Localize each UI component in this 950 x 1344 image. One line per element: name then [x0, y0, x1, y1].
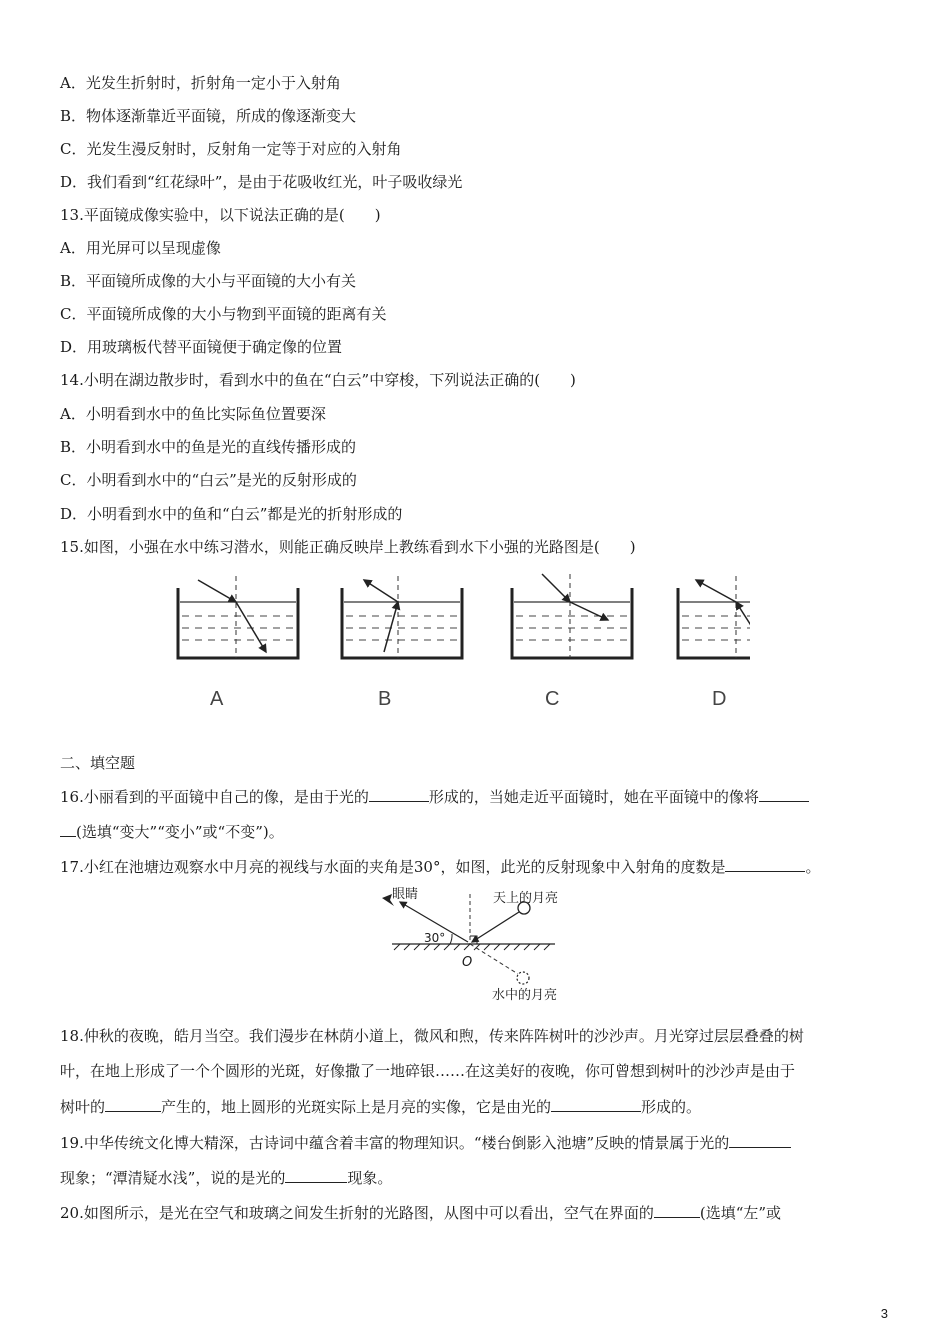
q15-stem: 15.如图，小强在水中练习潜水，则能正确反映岸上教练看到水下小强的光路图是( ): [60, 538, 636, 556]
q20-line: [60, 1202, 781, 1223]
q19-line1: [60, 1132, 791, 1153]
q13-option-c: C．平面镜所成像的大小与物到平面镜的距离有关: [60, 305, 387, 323]
q18-blank-1[interactable]: [105, 1097, 161, 1112]
figure-c: [512, 574, 632, 658]
q20-text-2: (选填“左”或: [699, 1204, 782, 1222]
figure-a: [178, 576, 298, 658]
q17-text-2: 。: [805, 858, 821, 876]
page-number: 3: [880, 1306, 888, 1321]
q19-text-3: 现象。: [347, 1169, 393, 1187]
q17-text-1: 17.小红在池塘边观察水中月亮的视线与水面的夹角是30°，如图，此光的反射现象中入射角的度数是: [60, 858, 726, 876]
figure-label-c: C: [545, 688, 560, 710]
q14-option-a: A．小明看到水中的鱼比实际鱼位置要深: [60, 405, 326, 423]
q13-option-b: B．平面镜所成像的大小与平面镜的大小有关: [60, 272, 357, 290]
q17-water-moon-label: 水中的月亮: [492, 988, 558, 1003]
q16-text-1: 16.小丽看到的平面镜中自己的像，是由于光的: [60, 788, 369, 806]
section-title: 二、填空题: [60, 754, 136, 772]
q17-moon-label: 天上的月亮: [493, 891, 559, 906]
figure-d: [678, 576, 750, 658]
q13-option-d: D．用玻璃板代替平面镜便于确定像的位置: [60, 338, 343, 356]
q17-point-o-label: O: [462, 955, 473, 970]
q13-stem: 13.平面镜成像实验中，以下说法正确的是( ): [60, 206, 381, 224]
q18-text-c: 形成的。: [641, 1098, 702, 1116]
q12-option-c: C．光发生漫反射时，反射角一定等于对应的入射角: [60, 140, 402, 158]
figure-label-d: D: [712, 688, 727, 710]
q14-option-c: C．小明看到水中的“白云”是光的反射形成的: [60, 471, 357, 489]
q17-angle-label: 30°: [424, 931, 446, 945]
figure-label-b: B: [378, 688, 392, 710]
q19-text-1: 19.中华传统文化博大精深，古诗词中蕴含着丰富的物理知识。“楼台倒影入池塘”反映的情景属于光的: [60, 1134, 730, 1152]
q16-line2: [60, 821, 284, 842]
q17-eye-label: 眼睛: [392, 887, 419, 902]
q16-blank-2[interactable]: [759, 787, 809, 802]
q18-line1: 18.仲秋的夜晚，皓月当空。我们漫步在林荫小道上，微风和煦，传来阵阵树叶的沙沙声。月光穿过层层叠叠的树: [60, 1027, 804, 1045]
q20-text-1: 20.如图所示，是光在空气和玻璃之间发生折射的光路图，从图中可以看出，空气在界面的: [60, 1204, 654, 1222]
q19-text-2: 现象；“潭清疑水浅”，说的是光的: [60, 1169, 286, 1187]
q14-stem: 14.小明在湖边散步时，看到水中的鱼在“白云”中穿梭，下列说法正确的( ): [60, 371, 576, 389]
figure-label-a: A: [210, 688, 224, 710]
q18-text-b: 产生的，地上圆形的光斑实际上是月亮的实像，它是由光的: [161, 1098, 552, 1116]
q16-blank-2-cont[interactable]: [60, 822, 76, 837]
figure-b: [342, 576, 462, 658]
q14-option-d: D．小明看到水中的鱼和“白云”都是光的折射形成的: [60, 505, 403, 523]
q18-line3: [60, 1096, 701, 1117]
q17-line: [60, 856, 820, 877]
q16-text-2: 形成的，当她走近平面镜时，她在平面镜中的像将: [428, 788, 759, 806]
q18-blank-2[interactable]: [551, 1097, 641, 1112]
q20-blank[interactable]: [654, 1203, 700, 1218]
q16-blank-1[interactable]: [369, 787, 429, 802]
q16-text-3: (选填“变大”“变小”或“不变”)。: [76, 823, 284, 841]
q12-option-d: D．我们看到“红花绿叶”，是由于花吸收红光，叶子吸收绿光: [60, 173, 463, 191]
q14-option-b: B．小明看到水中的鱼是光的直线传播形成的: [60, 438, 357, 456]
q19-blank-2[interactable]: [285, 1168, 347, 1183]
q18-text-a: 树叶的: [60, 1098, 106, 1116]
q13-option-a: A．用光屏可以呈现虚像: [60, 239, 221, 257]
q16-line1: [60, 786, 809, 807]
q15-light-path-figures: [170, 568, 750, 668]
q12-option-a: A．光发生折射时，折射角一定小于入射角: [60, 74, 341, 92]
q12-option-b: B．物体逐渐靠近平面镜，所成的像逐渐变大: [60, 107, 357, 125]
q17-blank[interactable]: [725, 857, 805, 872]
q18-line2: 叶，在地上形成了一个个圆形的光斑，好像撒了一地碎银……在这美好的夜晚，你可曾想到树叶的沙沙声是由于: [60, 1062, 796, 1080]
q19-blank-1[interactable]: [729, 1133, 791, 1148]
q19-line2: [60, 1167, 392, 1188]
